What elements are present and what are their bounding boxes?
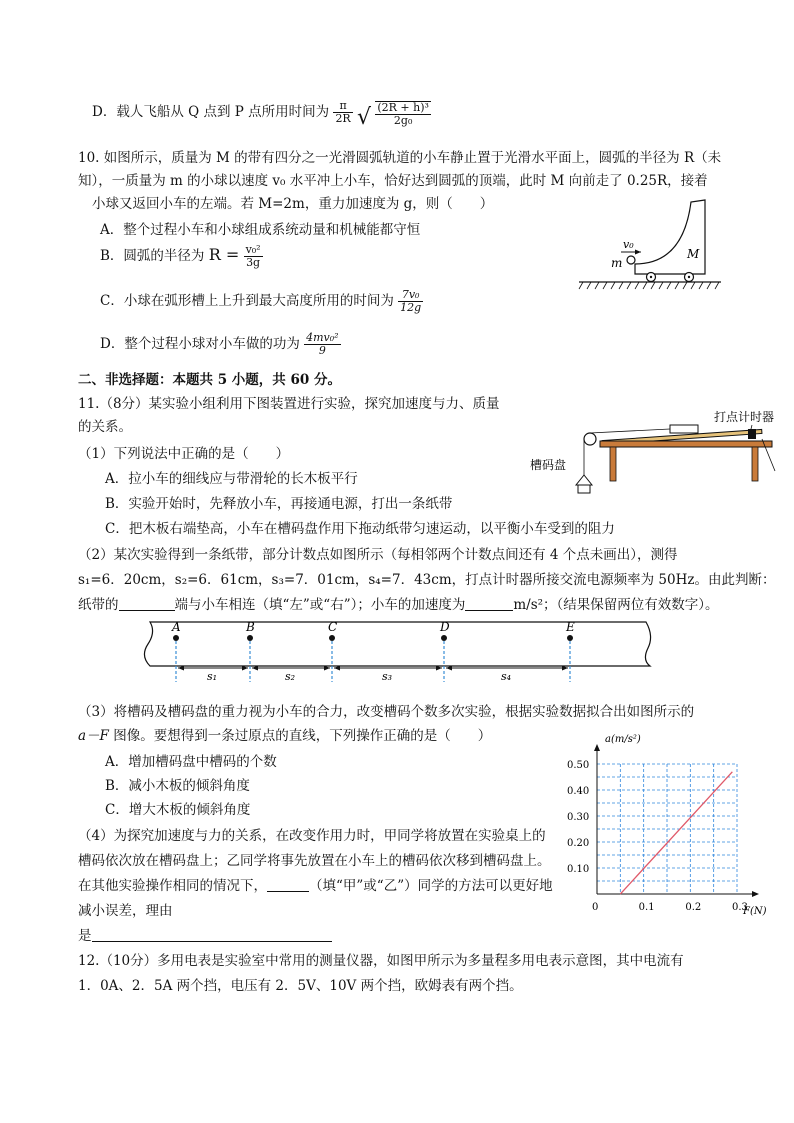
arrow-head-icon [635,250,641,255]
q10-option-d [100,332,341,357]
tape-point-label: D [440,620,450,634]
q9-option-d-text: D．载人飞船从 Q 点到 P 点所用时间为 [92,104,330,120]
q9-pi-fraction [333,100,352,125]
q11-part4-line1: （4）为探究加速度与力的关系，在改变作用力时，甲同学将放置在实验桌上的 [78,828,546,844]
q11-part2-line1: （2）某次实验得到一条纸带，部分计数点如图所示（每相邻两个计数点间还有 4 个点未画出），测得 [78,547,678,563]
q11-part1-b: B．实验开始时，先释放小车，再接通电源，打出一条纸带 [105,496,453,512]
x-tick-label: 0.2 [685,902,702,913]
q11-apparatus-figure [530,405,790,510]
y-tick-label: 0.30 [567,812,590,823]
chart-ylabel: a(m/s²) [605,734,641,745]
label-timer: 打点计时器 [714,410,775,424]
q10-option-d-fraction [304,332,340,357]
q10-option-c-prefix: C．小球在弧形槽上上升到最大高度所用的时间为 [100,293,394,309]
cart [670,425,698,433]
q11-part2-text-c: m/s²；（结果保留两位有效数字）。 [513,597,719,613]
string-horizontal [590,429,670,433]
q11-part1-a: A．拉小车的细线应与带滑轮的长木板平行 [105,471,358,487]
q11-part4-line3 [78,874,553,894]
pulley-icon [584,433,596,445]
tape-point-label: B [246,620,255,634]
q9-radicand-den: 2g₀ [393,114,413,127]
q12-line1: 12.（10分）多用电表是实验室中常用的测量仪器，如图甲所示为多量程多用电表示意图，其中电流有 [78,953,684,969]
q11-part3-line2 [78,724,491,744]
label-v0: v₀ [623,238,634,251]
q11-part4-line5 [78,924,332,944]
q11-part3-a: A．增加槽码盘中槽码的个数 [105,754,277,770]
tape-point [247,635,253,641]
q10-option-b-num: v₀² [245,243,261,256]
cart-body [635,200,705,274]
weight-pan [576,475,592,485]
table-top [600,441,772,447]
label-M: M [687,247,700,261]
q10-option-c [100,289,423,314]
wheel-hub [688,276,690,278]
answer-blank-end[interactable] [119,596,175,611]
q10-option-b [100,244,263,269]
segment-label: s₄ [501,670,512,683]
x-axis-arrow-icon [752,891,759,897]
q10-option-c-fraction [398,289,423,314]
q10-line1: 10. 如图所示，质量为 M 的带有四分之一光滑圆弧轨道的小车静止置于光滑水平面上，圆弧的半径为 R（未 [78,150,722,166]
ball [627,256,635,264]
label-m: m [611,256,623,270]
q11-part4-line4: 减小误差，理由 [78,903,173,919]
q10-option-a: A．整个过程小车和小球组成系统动量和机械能都守恒 [100,222,421,238]
x-tick-label: 0.3 [732,902,748,913]
q10-option-c-num: 7v₀ [398,289,423,302]
y-axis-arrow-icon [594,744,600,751]
q9-option-d [92,100,431,129]
tape-point-label: C [328,620,338,634]
q9-2r: 2R [335,112,351,125]
q10-option-d-prefix: D．整个过程小球对小车做的功为 [100,336,300,352]
q10-line2: 知），一质量为 m 的小球以速度 v₀ 水平冲上小车，恰好达到圆弧的顶端，此时 M 向前走了 0.25R，接着 [78,173,708,189]
segment-label: s₃ [382,670,393,683]
q11-part4-text-a: 在其他实验操作相同的情况下， [78,878,267,894]
q10-option-b-fraction [244,244,263,269]
tape-point-label: E [566,620,575,634]
q11-part4-text-b: （填“甲”或“乙”）同学的方法可以更好地 [309,878,553,894]
sqrt-symbol: √ [357,105,372,130]
section-title: 二、非选择题：本题共 5 小题，共 60 分。 [78,372,341,388]
q10-option-c-den: 12g [400,301,422,314]
chart-xlabel: F(N) [743,906,767,917]
q11-part1: （1）下列说法中正确的是（ ） [78,446,290,462]
q11-part3-text: 图像。要想得到一条过原点的直线，下列操作正确的是（ ） [108,728,492,744]
tape-point-label: A [172,620,181,634]
q10-option-d-num: 4mv₀² [306,331,339,344]
q10-line3: 小球又返回小车的左端。若 M=2m，重力加速度为 g，则（ ） [92,196,494,212]
table-leg [610,447,616,481]
tape-point [567,635,573,641]
q11-part2-text-a: 纸带的 [78,597,119,613]
q11-part2-text-b: 端与小车相连（填“左”或“右”）；小车的加速度为 [174,597,466,613]
segment-label: s₁ [207,670,218,683]
q10-option-d-den: 9 [318,344,326,357]
q11-part4-line2: 槽码依次放在槽码盘上；乙同学将事先放置在小车上的槽码依次移到槽码盘上。 [78,853,551,869]
weight [578,485,590,493]
q10-cart-figure [575,194,725,294]
q11-part2-line2: s₁=6．20cm，s₂=6．61cm，s₃=7．01cm，s₄=7．43cm，打点计时器所接交流电源频率为 50Hz。由此判断： [78,572,776,588]
tape-point [329,635,335,641]
y-tick-label: 0.40 [567,786,590,797]
q11-part3-line1: （3）将槽码及槽码盘的重力视为小车的合力，改变槽码个数多次实验，根据实验数据拟合出如图所示的 [78,704,695,720]
wheel-hub [650,276,652,278]
q9-radicand [375,101,431,127]
q10-option-b-r: R = [208,245,240,264]
q9-pi: π [333,100,352,113]
q11-part2-line3 [78,593,719,613]
tape-point [441,635,447,641]
table-leg [752,447,758,481]
answer-blank-acceleration[interactable] [465,596,513,611]
label-pan: 槽码盘 [530,458,567,472]
y-tick-label: 0.50 [567,760,590,771]
q11-line1: 11.（8分）某实验小组利用下图装置进行实验，探究加速度与力、质量 [78,396,500,412]
x-tick-label: 0 [592,902,599,913]
y-tick-label: 0.20 [567,838,590,849]
answer-blank-student[interactable] [267,877,309,892]
q10-option-b-prefix: B．圆弧的半径为 [100,248,205,264]
q12-line2: 1．0A、2．5A 两个挡，电压有 2．5V、10V 两个挡，欧姆表有两个挡。 [78,978,523,994]
segment-label: s₂ [285,670,296,683]
ground-hatch [579,282,719,289]
answer-blank-reason[interactable] [92,927,332,942]
x-tick-label: 0.1 [638,902,655,913]
paper-tape-figure [138,616,658,686]
af-chart [565,728,775,918]
q11-part3-af: a－F [78,728,109,744]
q11-line2: 的关系。 [78,419,132,435]
tape-point [173,635,179,641]
q9-radicand-num: (2R + h)³ [377,101,429,114]
q10-option-b-den: 3g [246,256,261,269]
q11-part3-c: C．增大木板的倾斜角度 [105,802,251,818]
q11-part3-b: B．减小木板的倾斜角度 [105,778,250,794]
q11-part4-text-c: 是 [78,928,92,944]
q11-part1-c: C．把木板右端垫高，小车在槽码盘作用下拖动纸带匀速运动，以平衡小车受到的阻力 [105,521,615,537]
y-tick-label: 0.10 [567,864,590,875]
timer-block [748,429,756,439]
